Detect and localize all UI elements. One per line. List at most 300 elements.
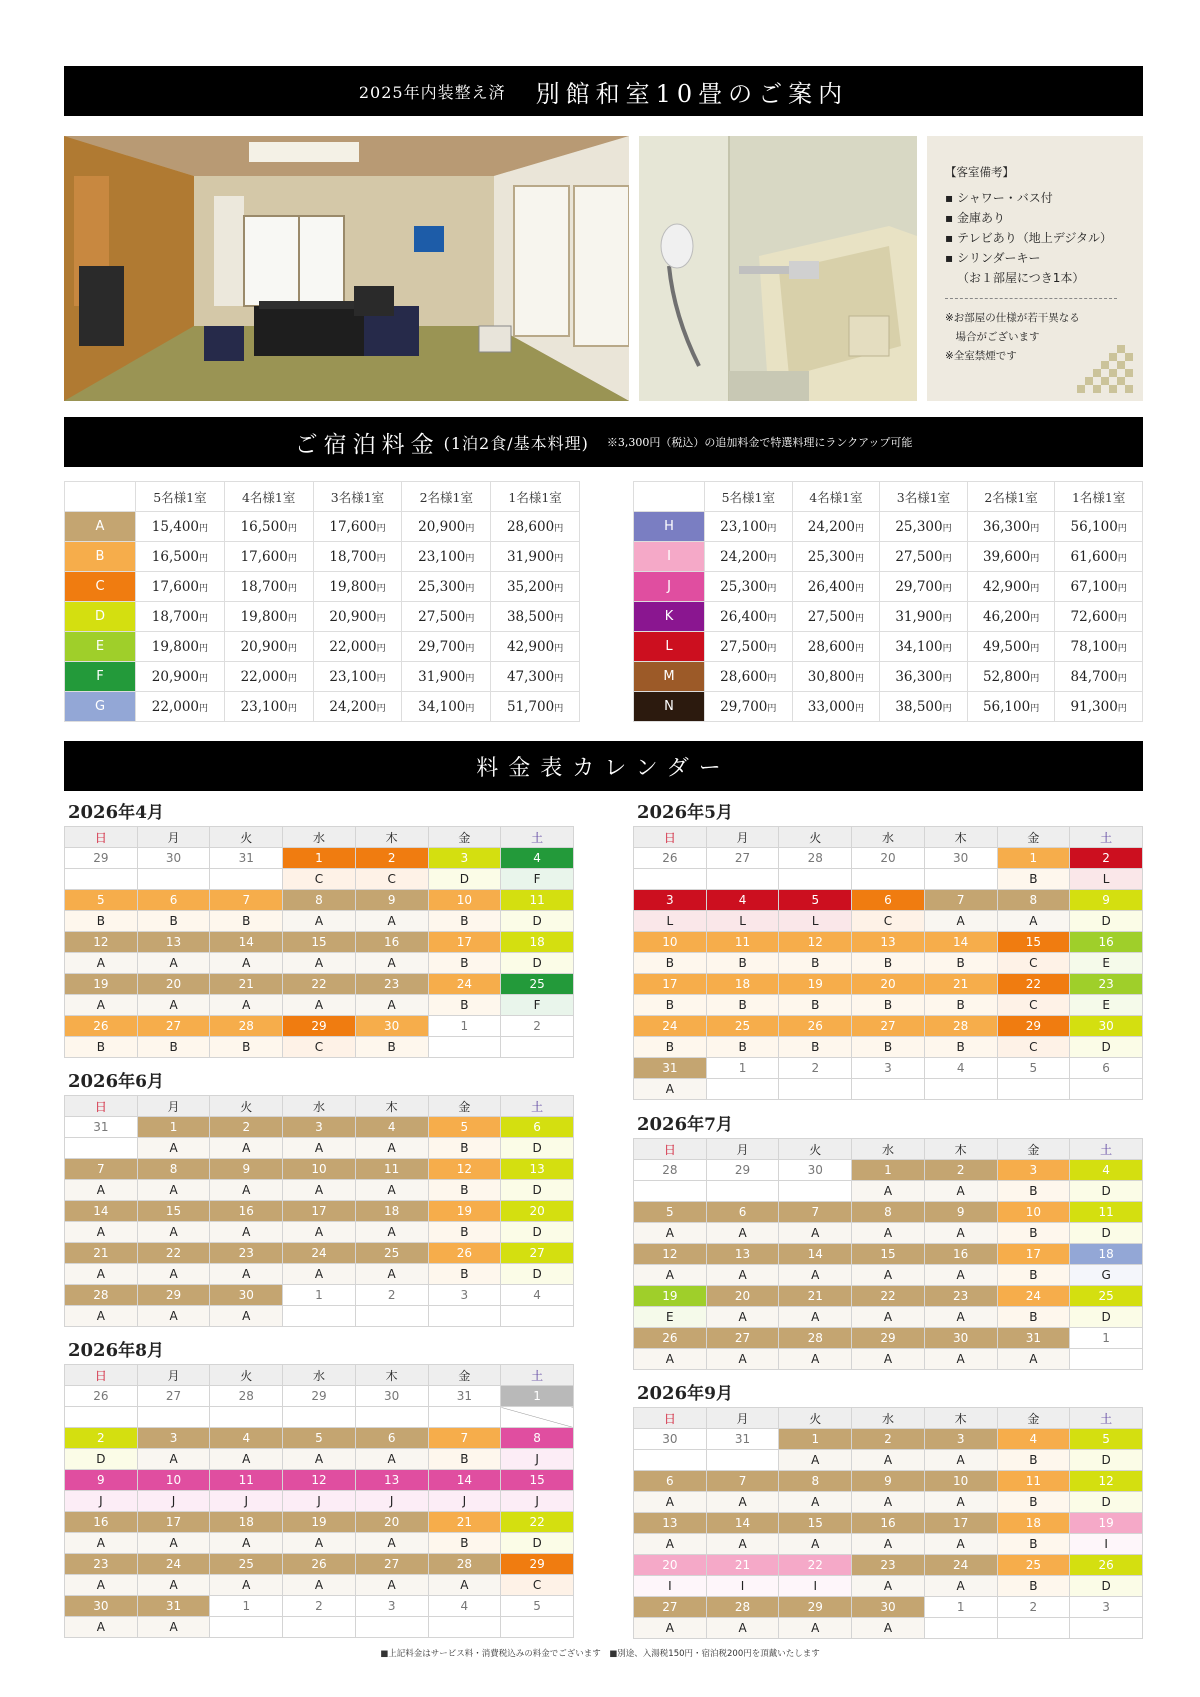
price-value: 47,300 [506,668,555,685]
yen-unit: 円 [942,553,952,564]
weekday-label: 土 [1070,1139,1143,1160]
price-cell [705,542,793,572]
rank-cell: I [634,1576,707,1597]
date-cell: 6 [706,1202,779,1223]
price-band [64,417,1143,467]
rank-cell: I [779,1576,852,1597]
rank-label: M [634,662,705,692]
date-cell: 27 [355,1554,428,1575]
weekday-label: 月 [706,1139,779,1160]
yen-unit: 円 [376,673,386,684]
weekday-label: 木 [924,1139,997,1160]
date-cell: 14 [706,1513,779,1534]
rank-cell: B [65,1037,138,1058]
rank-cell: A [924,1223,997,1244]
rank-row [634,1037,1143,1058]
calendar-month: 年6月 [118,1072,164,1092]
price-cell [880,572,968,602]
yen-unit: 円 [554,613,564,624]
date-cell: 26 [779,1016,852,1037]
date-cell: 16 [210,1201,283,1222]
date-cell: 17 [924,1513,997,1534]
date-cell: 27 [706,1328,779,1349]
yen-unit: 円 [554,583,564,594]
date-cell: 2 [65,1428,138,1449]
date-row [65,1285,574,1306]
date-cell: 10 [283,1159,356,1180]
yen-unit: 円 [287,523,297,534]
rank-label: E [65,632,136,662]
rank-cell: A [283,1533,356,1554]
date-cell: 28 [779,1328,852,1349]
date-cell: 2 [924,1160,997,1181]
yen-unit: 円 [855,583,865,594]
rank-cell: B [997,1307,1070,1328]
price-row [634,692,1143,722]
rank-cell: A [852,1576,925,1597]
yen-unit: 円 [554,643,564,654]
rank-cell: A [779,1265,852,1286]
rank-cell: A [137,953,210,974]
rank-cell: A [283,1180,356,1201]
date-cell: 22 [283,974,356,995]
weekday-row [65,1365,574,1386]
date-cell: 27 [852,1016,925,1037]
date-cell-outside: 1 [428,1016,501,1037]
date-row [634,1471,1143,1492]
price-value: 67,100 [1070,578,1118,595]
date-cell-outside: 28 [210,1386,283,1407]
rank-cell: A [355,1222,428,1243]
price-header-corner [634,482,705,512]
calendar-title [64,1069,574,1095]
rank-row [634,911,1143,932]
price-value: 23,100 [720,518,768,535]
yen-unit: 円 [554,703,564,714]
date-cell: 13 [706,1244,779,1265]
date-cell: 10 [137,1470,210,1491]
date-cell-outside: 2 [355,1285,428,1306]
rank-row [65,1180,574,1201]
rank-cell-empty [924,869,997,890]
date-row [634,1513,1143,1534]
rank-row [634,995,1143,1016]
rank-cell: A [706,1265,779,1286]
rank-label: J [634,572,705,602]
rank-cell: A [137,1533,210,1554]
price-value: 29,700 [895,578,943,595]
weekday-label: 日 [65,827,138,848]
rank-row [634,1450,1143,1471]
date-cell: 3 [428,848,501,869]
date-cell: 10 [428,890,501,911]
date-cell-outside: 30 [355,1386,428,1407]
date-cell: 17 [137,1512,210,1533]
price-value: 25,300 [895,518,943,535]
price-cell [705,602,793,632]
date-cell: 7 [65,1159,138,1180]
rank-cell: C [355,869,428,890]
price-value: 31,900 [895,608,943,625]
price-cell [402,662,491,692]
rank-cell: A [355,1264,428,1285]
date-cell: 5 [428,1117,501,1138]
price-cell [967,632,1055,662]
weekday-label: 木 [355,827,428,848]
date-cell: 4 [501,848,574,869]
weekday-label: 火 [779,1408,852,1429]
date-cell-outside: 29 [65,848,138,869]
date-cell-outside: 4 [501,1285,574,1306]
date-cell: 4 [210,1428,283,1449]
price-value: 72,600 [1070,608,1118,625]
date-row [65,1016,574,1037]
rank-row [65,1449,574,1470]
date-cell-outside: 20 [852,848,925,869]
date-cell-outside: 1 [1070,1328,1143,1349]
date-row [65,1470,574,1491]
rank-cell: A [355,1138,428,1159]
rank-cell: A [355,995,428,1016]
calendar-2026-08 [64,1338,574,1638]
date-cell: 3 [924,1429,997,1450]
yen-unit: 円 [554,553,564,564]
date-cell-outside: 30 [634,1429,707,1450]
weekday-label: 月 [706,827,779,848]
yen-unit: 円 [855,703,865,714]
date-cell: 9 [210,1159,283,1180]
rank-cell: A [283,911,356,932]
yen-unit: 円 [767,523,777,534]
price-cell [224,692,313,722]
date-cell: 15 [283,932,356,953]
weekday-label: 日 [65,1365,138,1386]
price-cell [313,692,402,722]
yen-unit: 円 [942,703,952,714]
calendar-year: 2026 [637,802,688,823]
date-cell: 14 [210,932,283,953]
date-cell: 12 [428,1159,501,1180]
date-cell: 16 [1070,932,1143,953]
price-cell [491,632,580,662]
price-cell [792,602,880,632]
rank-row [65,1491,574,1512]
rank-cell: J [501,1449,574,1470]
yen-unit: 円 [942,643,952,654]
date-cell: 30 [355,1016,428,1037]
calendar-2026-09 [633,1381,1143,1639]
date-cell: 5 [634,1202,707,1223]
price-row [65,602,580,632]
yen-unit: 円 [1117,703,1127,714]
price-value: 91,300 [1070,698,1118,715]
rank-cell: A [210,1180,283,1201]
rank-cell: A [355,953,428,974]
date-cell: 26 [65,1016,138,1037]
date-cell: 7 [924,890,997,911]
date-row [634,1244,1143,1265]
date-cell: 26 [428,1243,501,1264]
price-value: 16,500 [151,548,200,565]
price-cell [491,512,580,542]
rank-cell: A [137,1449,210,1470]
weekday-label: 日 [65,1096,138,1117]
date-cell-outside: 30 [137,848,210,869]
rank-cell: I [1070,1534,1143,1555]
date-cell: 13 [852,932,925,953]
rank-cell: A [210,1449,283,1470]
price-cell [967,512,1055,542]
price-value: 29,700 [720,698,768,715]
rank-cell: A [210,1264,283,1285]
rank-cell: A [137,995,210,1016]
rank-cell: A [706,1618,779,1639]
rank-cell: B [428,1264,501,1285]
date-cell: 29 [997,1016,1070,1037]
calendar-month: 年8月 [118,1341,164,1361]
date-cell: 9 [65,1470,138,1491]
price-cell [136,692,225,722]
date-cell: 28 [210,1016,283,1037]
rank-label: G [65,692,136,722]
price-cell [880,662,968,692]
date-cell: 3 [634,890,707,911]
price-row [634,602,1143,632]
rank-cell: D [501,953,574,974]
date-cell: 23 [852,1555,925,1576]
rank-cell: A [355,1575,428,1596]
rank-cell: A [65,1222,138,1243]
rank-cell: E [1070,953,1143,974]
date-cell: 12 [634,1244,707,1265]
rank-cell: A [852,1265,925,1286]
rank-cell-empty [428,1617,501,1638]
rank-cell: A [65,1306,138,1327]
rank-cell: A [779,1349,852,1370]
yen-unit: 円 [855,523,865,534]
price-value: 38,500 [506,608,555,625]
date-cell: 12 [1070,1471,1143,1492]
footer-note: ■上記料金はサービス料・消費税込みの料金でございます ■別途、入湯税150円・宿泊税200円を頂戴いたします [380,1649,820,1659]
price-cell [136,542,225,572]
date-cell: 22 [852,1286,925,1307]
rank-cell: B [706,1037,779,1058]
price-header-cell: 4名様1室 [224,482,313,512]
price-value: 56,100 [1070,518,1118,535]
rank-cell: A [283,953,356,974]
date-cell: 27 [634,1597,707,1618]
rank-cell: A [283,995,356,1016]
date-cell: 10 [924,1471,997,1492]
rank-cell: A [210,1575,283,1596]
weekday-row [634,1408,1143,1429]
rank-cell: A [779,1534,852,1555]
date-cell-outside: 2 [997,1597,1070,1618]
rank-cell: A [283,1264,356,1285]
rank-row [65,953,574,974]
price-value: 22,000 [329,638,377,655]
weekday-label: 日 [634,827,707,848]
rank-cell-empty [1070,1349,1143,1370]
yen-unit: 円 [1117,553,1127,564]
date-cell: 14 [779,1244,852,1265]
weekday-label: 木 [355,1365,428,1386]
rank-cell: D [1070,911,1143,932]
rank-cell-empty [706,1079,779,1100]
weekday-label: 金 [997,827,1070,848]
yen-unit: 円 [855,673,865,684]
date-cell: 29 [779,1597,852,1618]
rank-cell-empty [210,869,283,890]
price-header-cell: 3名様1室 [313,482,402,512]
price-cell [792,512,880,542]
price-cell [967,542,1055,572]
rank-cell: A [65,1617,138,1638]
rank-row [634,869,1143,890]
rank-cell: D [1070,1450,1143,1471]
rank-cell: B [852,995,925,1016]
date-cell: 16 [852,1513,925,1534]
remarks-divider [945,298,1117,299]
rank-cell: D [65,1449,138,1470]
price-cell [880,602,968,632]
rank-row [634,953,1143,974]
rank-cell: A [779,1450,852,1471]
date-cell: 23 [1070,974,1143,995]
date-cell: 2 [355,848,428,869]
price-cell [792,692,880,722]
rank-cell: A [65,995,138,1016]
calendar-band-title: 料金表カレンダー [476,755,731,781]
date-row [65,1512,574,1533]
price-cell [1055,662,1143,692]
price-cell [402,572,491,602]
price-cell [224,602,313,632]
weekday-row [65,827,574,848]
price-row [65,632,580,662]
date-cell: 19 [65,974,138,995]
yen-unit: 円 [1030,703,1040,714]
rank-cell: D [501,1533,574,1554]
price-cell [136,602,225,632]
date-cell: 1 [997,848,1070,869]
rank-row [65,1306,574,1327]
date-cell: 18 [1070,1244,1143,1265]
rank-cell: C [283,869,356,890]
price-value: 31,900 [418,668,466,685]
rank-cell: A [355,911,428,932]
yen-unit: 円 [287,553,297,564]
yen-unit: 円 [1030,643,1040,654]
rank-cell: A [355,1533,428,1554]
date-cell-outside: 29 [706,1160,779,1181]
price-cell [313,632,402,662]
date-cell: 3 [137,1428,210,1449]
price-value: 84,700 [1070,668,1118,685]
yen-unit: 円 [465,523,475,534]
date-cell: 6 [355,1428,428,1449]
date-cell: 31 [634,1058,707,1079]
price-cell [705,632,793,662]
rank-cell: A [137,1264,210,1285]
date-cell: 30 [924,1328,997,1349]
date-cell: 8 [997,890,1070,911]
rank-cell: B [428,953,501,974]
date-cell: 25 [997,1555,1070,1576]
date-cell: 11 [355,1159,428,1180]
rank-cell: A [137,1306,210,1327]
date-cell: 1 [137,1117,210,1138]
date-cell: 23 [355,974,428,995]
price-value: 20,900 [329,608,377,625]
price-value: 27,500 [895,548,943,565]
weekday-row [634,827,1143,848]
remark-key [945,248,1125,288]
date-row [65,1159,574,1180]
yen-unit: 円 [199,523,209,534]
rank-cell-empty [706,1181,779,1202]
rank-cell: F [501,869,574,890]
calendar-band [64,741,1143,791]
calendar-title [64,800,574,826]
price-cell [224,512,313,542]
rank-cell-empty [779,1079,852,1100]
weekday-label: 月 [137,1365,210,1386]
header-title: 別館和室10畳のご案内 [535,79,849,108]
price-title-paren: (1泊2食/基本料理) [443,433,589,453]
remark-tv: ▪ テレビあり（地上デジタル） [945,231,1112,245]
price-value: 51,700 [506,698,555,715]
yen-unit: 円 [1117,643,1127,654]
rank-cell: A [283,1575,356,1596]
price-value: 35,200 [506,578,555,595]
rank-cell-empty [65,1138,138,1159]
date-cell: 2 [1070,848,1143,869]
rank-cell-empty [501,1306,574,1327]
rank-cell: J [355,1491,428,1512]
price-header-cell: 2名様1室 [967,482,1055,512]
date-row [65,1201,574,1222]
rank-label: D [65,602,136,632]
date-cell: 26 [283,1554,356,1575]
rank-label: K [634,602,705,632]
rank-cell: A [65,1180,138,1201]
price-value: 52,800 [982,668,1031,685]
rank-cell: J [428,1491,501,1512]
price-value: 61,600 [1070,548,1118,565]
price-value: 42,900 [506,638,555,655]
yen-unit: 円 [1117,673,1127,684]
date-row [634,1202,1143,1223]
price-header-cell: 5名様1室 [705,482,793,512]
price-cell [967,602,1055,632]
price-cell [402,542,491,572]
date-cell: 28 [428,1554,501,1575]
rank-cell: A [852,1492,925,1513]
rank-row [634,1534,1143,1555]
weekday-label: 土 [1070,827,1143,848]
date-cell: 5 [283,1428,356,1449]
rank-cell: D [501,1222,574,1243]
date-cell: 11 [997,1471,1070,1492]
rank-row [65,1407,574,1428]
room-photo [64,136,629,401]
rank-cell-empty [355,1617,428,1638]
price-row [634,662,1143,692]
date-row [65,848,574,869]
price-value: 20,900 [151,668,200,685]
date-row [634,890,1143,911]
